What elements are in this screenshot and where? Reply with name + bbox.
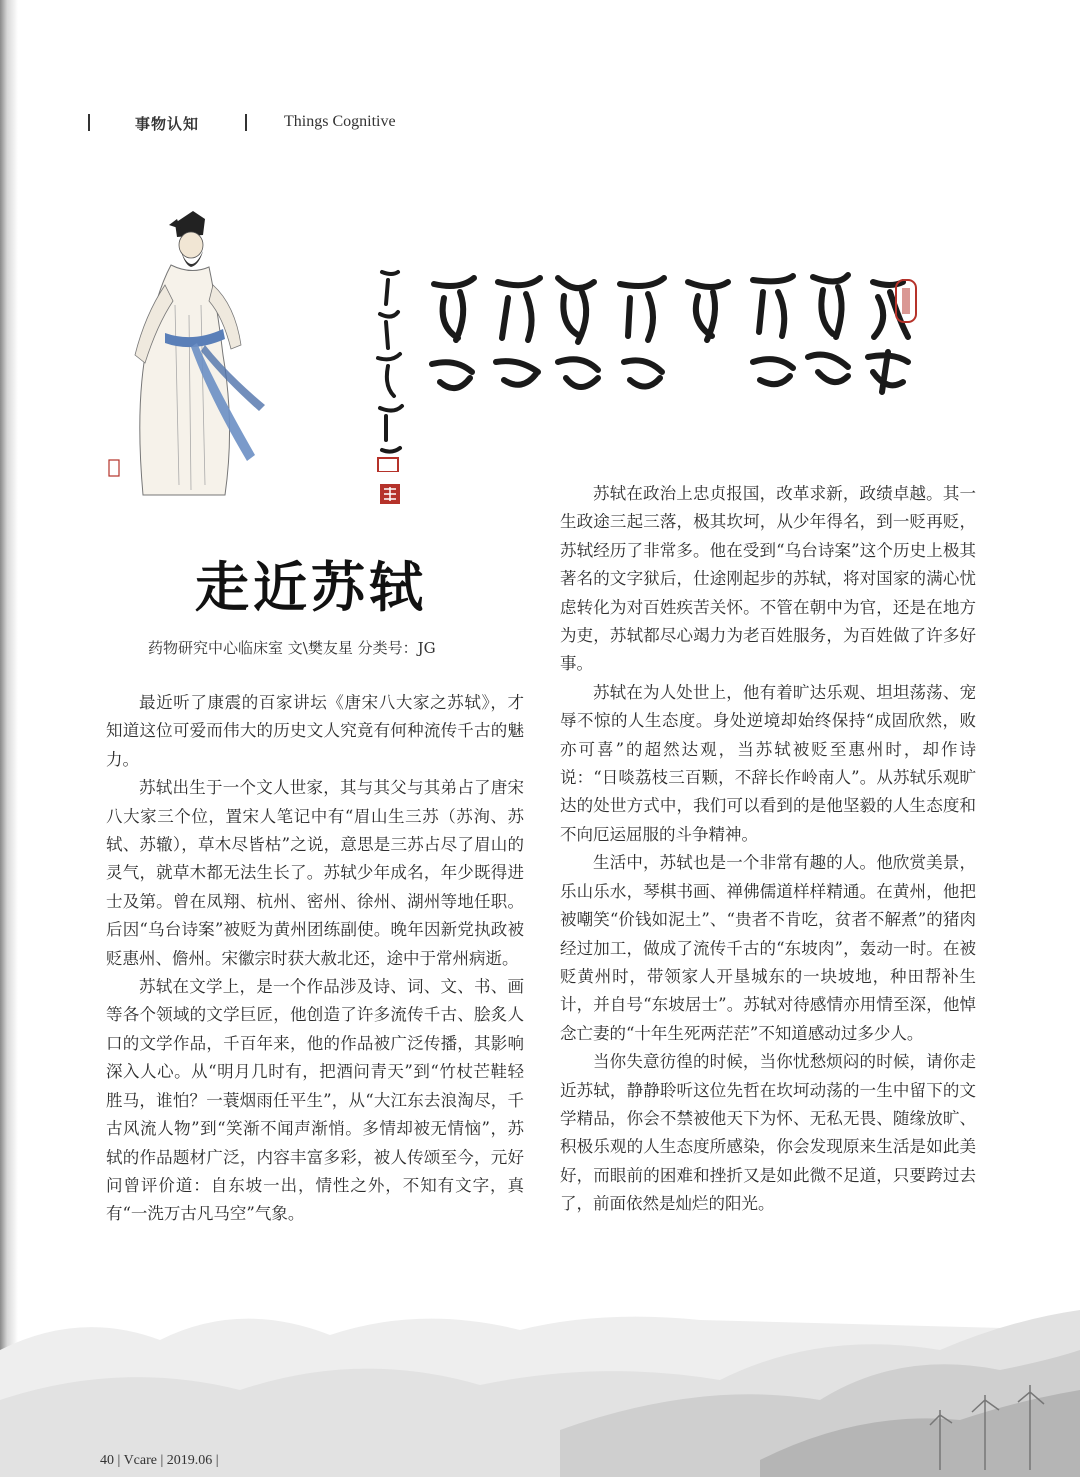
ink-landscape-decoration — [0, 1290, 1080, 1477]
paragraph: 苏轼在文学上，是一个作品涉及诗、词、文、书、画等各个领域的文学巨匠，他创造了许多流传千古、脍炙人口的文学作品，千百年来，他的作品被广泛传播，其影响深入人心。从“明月几时有，把酒问青天”到“竹杖芒鞋轻胜马，谁怕？一蓑烟雨任平生”，从“大江东去浪淘尽，千古风流人物”到“笑渐不闻声渐悄。多情却被无情恼”，苏轼的作品题材广泛，内容丰富多彩，被人传颂至今，元好问曾评价道：自东坡一出，情性之外，不知有文字，真有“一洗万古凡马空”气象。 — [106, 977, 524, 1224]
header-divider — [88, 114, 90, 131]
paragraph: 当你失意彷徨的时候，当你忧愁烦闷的时候，请你走近苏轼，静静聆听这位先哲在坎坷动荡的一生中留下的文学精品，你会不禁被他天下为怀、无私无畏、随缘放旷、积极乐观的人生态度所感染，你会发现原来生活是如此美好，而眼前的困难和挫折又是如此微不足道，只要跨过去了，前面依然是灿烂的阳光。 — [560, 1052, 976, 1214]
paragraph: 苏轼出生于一个文人世家，其与其父与其弟占了唐宋八大家三个位，置宋人笔记中有“眉山生三苏（苏洵、苏轼、苏辙），草木尽皆枯”之说，意思是三苏占尽了眉山的灵气，就草木都无法生长了。苏轼少年成名，年少既得进士及第。曾在凤翔、杭州、密州、徐州、湖州等地任职。后因“乌台诗案”被贬为黄州团练副使。晚年因新党执政被贬惠州、儋州。宋徽宗时获大赦北还，途中于常州病逝。 — [106, 778, 524, 968]
header-divider — [245, 114, 247, 131]
paragraph: 生活中，苏轼也是一个非常有趣的人。他欣赏美景，乐山乐水，琴棋书画、禅佛儒道样样精通。在黄州，他把被嘲笑“价钱如泥土”、“贵者不肯吃，贫者不解煮”的猪肉经过加工，做成了流传千古的“东坡肉”，轰动一时。在被贬黄州时，带领家人开垦城东的一块坡地，种田帮补生计，并自号“东坡居士”。苏轼对待感情亦用情至深，他悼念亡妻的“十年生死两茫茫”不知道感动过多少人。 — [560, 853, 976, 1043]
page-footer: 40 | Vcare | 2019.06 | — [100, 1453, 219, 1468]
article-column-left — [106, 689, 524, 1229]
section-title-en: Things Cognitive — [284, 113, 396, 130]
red-seal-stamp — [378, 482, 402, 506]
su-shi-portrait-illustration — [105, 205, 280, 505]
paragraph: 苏轼在政治上忠贞报国，改革求新，政绩卓越。其一生政途三起三落，极其坎坷，从少年得名，到一贬再贬，苏轼经历了非常多。他在受到“乌台诗案”这个历史上极其著名的文字狱后，仕途刚起步的苏轼，将对国家的满心忧虑转化为对百姓疾苦关怀。不管在朝中为官，还是在地方为吏，苏轼都尽心竭力为老百姓服务，为百姓做了许多好事。 — [560, 484, 976, 674]
calligraphy-artwork — [368, 262, 918, 472]
article-column-right — [560, 480, 976, 1219]
article-title: 走近苏轼 — [195, 556, 427, 619]
magazine-name: Vcare — [123, 1453, 157, 1468]
section-title-cn: 事物认知 — [135, 115, 200, 133]
issue-date: 2019.06 — [166, 1453, 213, 1468]
page-number: 40 — [100, 1453, 114, 1468]
article-byline: 药物研究中心临床室 文\樊友星 分类号：JG — [148, 639, 436, 657]
paragraph: 最近听了康震的百家讲坛《唐宋八大家之苏轼》，才知道这位可爱而伟大的历史文人究竟有何种流传千古的魅力。 — [106, 693, 524, 769]
paragraph: 苏轼在为人处世上，他有着旷达乐观、坦坦荡荡、宠辱不惊的人生态度。身处逆境却始终保持“成固欣然，败亦可喜”的超然达观，当苏轼被贬至惠州时，却作诗说：“日啖荔枝三百颗，不辞长作岭南人”。从苏轼乐观旷达的处世方式中，我们可以看到的是他坚毅的人生态度和不向厄运屈服的斗争精神。 — [560, 682, 976, 844]
page-fold-shadow — [0, 0, 18, 1477]
